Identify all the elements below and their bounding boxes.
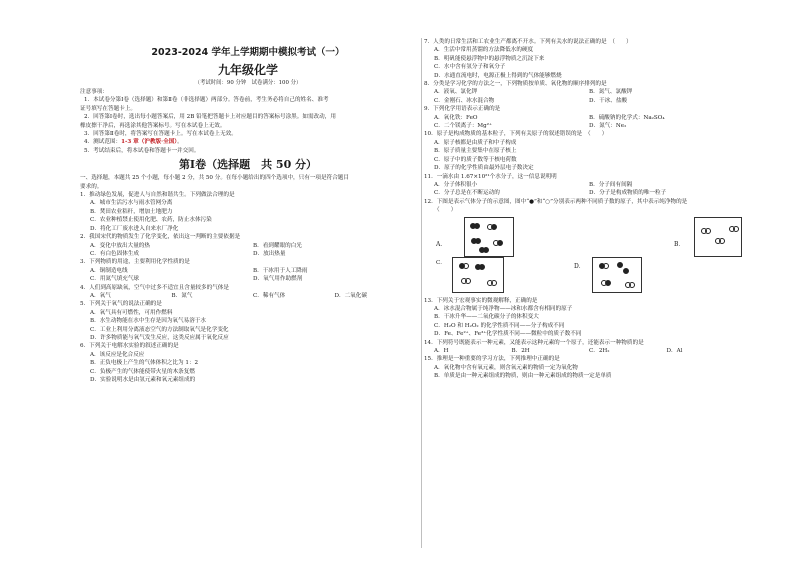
note-line: 证号填写在答题卡上。 bbox=[80, 105, 136, 112]
q12-label-b: B． bbox=[674, 240, 685, 248]
q12-diagrams-2 bbox=[424, 257, 744, 295]
question-option: C．H₂O 和 H₂O₂ 的化学性质不同——分子构成不同 bbox=[434, 322, 565, 329]
filled-atom-icon bbox=[497, 240, 503, 246]
hollow-atom-icon bbox=[463, 263, 469, 269]
right-question-list bbox=[424, 38, 744, 215]
question-option: D．氮气：Ne₂ bbox=[589, 123, 627, 130]
right-column bbox=[424, 0, 744, 562]
question-option: B．焚田农业秸秆，增加土地肥力 bbox=[90, 208, 173, 215]
note-scope bbox=[80, 138, 416, 146]
question-option: A．生活中常用蒸馏的方法降低水的硬度 bbox=[434, 47, 534, 54]
exam-meta: （考试时间：90 分钟 试卷满分：100 分） bbox=[194, 80, 302, 86]
hollow-atom-icon bbox=[629, 282, 635, 288]
option-row bbox=[424, 189, 744, 197]
q12-box-c bbox=[452, 257, 504, 293]
question-option: A．氧气 bbox=[90, 292, 111, 299]
question-stem: 8．分类是学习化学的方法之一，下列物质按单质、氧化物的顺序排列的是 bbox=[424, 81, 607, 88]
option-row bbox=[424, 181, 744, 189]
option-row bbox=[424, 122, 744, 130]
question-stem: 10．原子是构成物质的基本粒子，下列有关原子的叙述错误的是 （ ） bbox=[424, 131, 608, 138]
question-option: C．水中含有氢分子和氧分子 bbox=[434, 64, 506, 71]
question-option: D．分子是构成物质的唯一粒子 bbox=[589, 190, 667, 197]
column-divider bbox=[421, 38, 422, 548]
question-option: A．氧化铁：FeO bbox=[434, 114, 478, 121]
question-option: C．用氮气填充气球 bbox=[90, 276, 140, 283]
question-option: A．原子核都是由质子和中子构成 bbox=[434, 139, 517, 146]
question-stem: 9．下列化学用语表示正确的是 bbox=[424, 106, 501, 113]
option-row bbox=[80, 250, 416, 258]
question-option: B．单质是由一种元素组成的物质，则由一种元素组成的物质一定是单质 bbox=[434, 373, 612, 380]
question-option: D．水通直流电时，电源正极上得到的气体能够燃烧 bbox=[434, 72, 562, 79]
part1-title: 第Ⅰ卷（选择题 共 50 分） bbox=[178, 158, 318, 172]
part1-instruction: 一、选择题，本题共 25 个小题，每小题 2 分，共 50 分。在每小题给出的四个选项中，只有一项是符合题目 bbox=[80, 175, 349, 182]
note-line: 5．考试结束后，将本试卷和答题卡一并交回。 bbox=[84, 147, 200, 154]
question-stem: 15．推理是一种重要的学习方法，下列推理中正确的是 bbox=[424, 356, 560, 363]
scope-prefix: 4．测试范围： bbox=[84, 139, 122, 146]
question-option: B．干冰升华——二氧化碳分子的体积变大 bbox=[434, 314, 539, 321]
question-stem: 6．下列关于电解水实验的叙述正确的是 bbox=[80, 343, 179, 350]
question-stem: 3．下列物质的用途，主要利用化学性质的是 bbox=[80, 259, 190, 266]
question-stem: 5．下列关于氧气的说法正确的是 bbox=[80, 301, 162, 308]
question-option: C．原子中的质子数等于核电荷数 bbox=[434, 156, 517, 163]
question-stem: 11．一滴水由 1.67×10²¹个水分子，这一信息说明明 bbox=[424, 173, 557, 180]
hollow-atom-icon bbox=[705, 228, 711, 234]
question-option: B．水生动物能在水中生存是因为氧气易溶于水 bbox=[90, 318, 206, 325]
scope-suffix: 。 bbox=[177, 139, 183, 146]
filled-atom-icon bbox=[479, 264, 485, 270]
q12-label-c: C． bbox=[436, 259, 446, 266]
note-line: 1．本试卷分第Ⅰ卷（选择题）和第Ⅱ卷（非选择题）两部分。答卷前，考生务必将自己的姓名、准考 bbox=[84, 97, 329, 104]
option-row bbox=[80, 242, 416, 250]
question-option: B．分子间有间隔 bbox=[589, 181, 633, 188]
notes-heading: 注意事项： bbox=[80, 89, 108, 95]
exam-title: 2023-2024 学年上学期期中模拟考试（一） bbox=[151, 47, 345, 58]
scope-value: 1-3 章（沪教版·全国） bbox=[121, 139, 178, 146]
hollow-atom-icon bbox=[733, 226, 739, 232]
q12-box-b bbox=[694, 217, 742, 257]
hollow-atom-icon bbox=[491, 280, 497, 286]
left-column bbox=[80, 0, 416, 562]
question-option: C．有白色固体生成 bbox=[90, 250, 140, 257]
question-option: D．Fe、Fe²⁺、Fe³⁺化学性质不同——微粒中的质子数不同 bbox=[434, 331, 582, 338]
option-row bbox=[424, 88, 744, 96]
question-stem: 4．人们到高原缺氧，空气中过多不适宜且含量较多的气体是 bbox=[80, 284, 229, 291]
question-option: B．硫酸钠的化学式：Na₂SO₄ bbox=[589, 114, 665, 121]
question-option: D．干冰、盐酸 bbox=[589, 97, 628, 104]
filled-atom-icon bbox=[483, 247, 489, 253]
hollow-atom-icon bbox=[603, 263, 609, 269]
q12-box-d bbox=[592, 257, 642, 293]
question-option: B．明矾能使悬浮物中的悬浮物质之沉淀下来 bbox=[434, 55, 545, 62]
question-option: C．农业种植禁止使用化肥、农药，防止水体污染 bbox=[90, 217, 212, 224]
question-option: A．氧化物中含有氧元素，则含氧元素的物质一定为氧化物 bbox=[434, 364, 578, 371]
question-option: D．放出热量 bbox=[253, 250, 286, 257]
question-option: C．金刚石、冰水混合物 bbox=[434, 97, 495, 104]
filled-atom-icon bbox=[623, 268, 629, 274]
filled-atom-icon bbox=[475, 238, 481, 244]
option-row bbox=[424, 97, 744, 105]
question-option: D．将化工厂废水进入自来水厂净化 bbox=[90, 225, 179, 232]
question-option: B．2H bbox=[511, 347, 530, 354]
q12-label-d: D． bbox=[574, 262, 585, 270]
question-option: B．看到耀眼的白光 bbox=[253, 242, 302, 249]
note-line: 2．回答第Ⅰ卷时，选出每小题答案后，用 2B 铅笔把答题卡上对应题目的答案标号涂黑。如需改动，用 bbox=[84, 114, 336, 121]
question-option: D．许多物质能与氧气发生反应，这类反应属于氧化反应 bbox=[90, 334, 229, 341]
exam-subject: 九年级化学 bbox=[217, 63, 278, 77]
question-option: C．二个镁离子：Mg²⁺ bbox=[434, 123, 492, 130]
option-row bbox=[424, 114, 744, 122]
question-stem: 13．下列关于宏观事实的微观解释，正确的是 bbox=[424, 297, 538, 304]
option-row bbox=[80, 267, 416, 275]
filled-atom-icon bbox=[491, 224, 497, 230]
filled-atom-icon bbox=[474, 223, 480, 229]
question-option: B．正负电极上产生的气体体积之比为 1：2 bbox=[90, 360, 199, 367]
question-option: A．变化中放出大量的热 bbox=[90, 242, 150, 249]
question-option: A．冰水混合物属于纯净物——冰和水都含有相同的原子 bbox=[434, 305, 573, 312]
question-option: A．H bbox=[434, 347, 449, 354]
question-option: D．二氧化碳 bbox=[334, 292, 367, 299]
q12-label-a: A． bbox=[436, 240, 447, 248]
question-stem: 2．我国宋代的物质发生了化学变化，依出这一判断的主要依据是 bbox=[80, 234, 241, 241]
question-option: A．城市生活污水与雨水管网分离 bbox=[90, 200, 173, 207]
left-question-list bbox=[80, 191, 416, 384]
right-question-list-2 bbox=[424, 297, 744, 381]
option-row bbox=[80, 275, 416, 283]
note-line: 橡皮擦干净后，再选涂其他答案标号。写在本试卷上无效。 bbox=[80, 122, 226, 129]
question-option: C．分子总是在不断运动的 bbox=[434, 190, 500, 197]
note-line: 3．回答第Ⅱ卷时，将答案写在答题卡上。写在本试卷上无效。 bbox=[84, 131, 237, 138]
question-option: D．Al bbox=[666, 347, 683, 354]
option-row bbox=[424, 347, 744, 355]
question-option: C．负极产生的气体能使带火星的木条复燃 bbox=[90, 368, 195, 375]
question-option: A．该反应是化合反应 bbox=[90, 351, 145, 358]
filled-atom-icon bbox=[617, 262, 623, 268]
question-option: B．干冰用于人工降雨 bbox=[253, 267, 308, 274]
question-option: D．实验说明水是由氢元素和氧元素组成的 bbox=[90, 377, 196, 383]
hollow-atom-icon bbox=[719, 238, 725, 244]
question-stem: 14．下列符号既能表示一种元素，又能表示这种元素的一个原子，还能表示一种物质的是 bbox=[424, 339, 644, 346]
question-option: D．原子的化学性质由最外层电子数决定 bbox=[434, 165, 534, 172]
question-option: B．氮气 bbox=[171, 292, 193, 299]
question-option: A．分子体积很小 bbox=[434, 181, 478, 188]
question-option: B．原子质量主要集中在原子核上 bbox=[434, 148, 517, 155]
question-option: （ ） bbox=[434, 207, 457, 214]
question-stem: 1．推动绿色发展，促进人与自然和谐共生。下列做法合理的是 bbox=[80, 192, 235, 199]
question-option: A．铜制造电线 bbox=[90, 267, 128, 274]
hollow-atom-icon bbox=[465, 278, 471, 284]
question-option: C．工业上利用分离液态空气的方法制取氧气是化学变化 bbox=[90, 326, 229, 333]
q12-box-a bbox=[464, 217, 514, 257]
question-option: A．液氧、氯化钾 bbox=[434, 89, 478, 96]
question-option: A．氧气具有可燃性，可用作燃料 bbox=[90, 309, 173, 316]
option-row bbox=[80, 292, 416, 300]
question-option: D．氧气用作助燃剂 bbox=[253, 276, 303, 283]
filled-atom-icon bbox=[605, 280, 611, 286]
question-option: C．稀有气体 bbox=[253, 292, 286, 299]
question-stem: 7．人类的日常生活和工农业生产都离不开水。下列有关水的说法正确的是 （ ） bbox=[424, 39, 632, 45]
question-stem: 12．下图是表示气体分子的示意图，图中“●”和“○”分别表示两种不同质子数的原子，其中表示纯净物的是 bbox=[424, 198, 688, 205]
question-option: C．2H₂ bbox=[589, 347, 610, 354]
question-option: B．氮气、氯酸钾 bbox=[589, 89, 633, 96]
part1-instruction: 要求的。 bbox=[80, 183, 103, 190]
